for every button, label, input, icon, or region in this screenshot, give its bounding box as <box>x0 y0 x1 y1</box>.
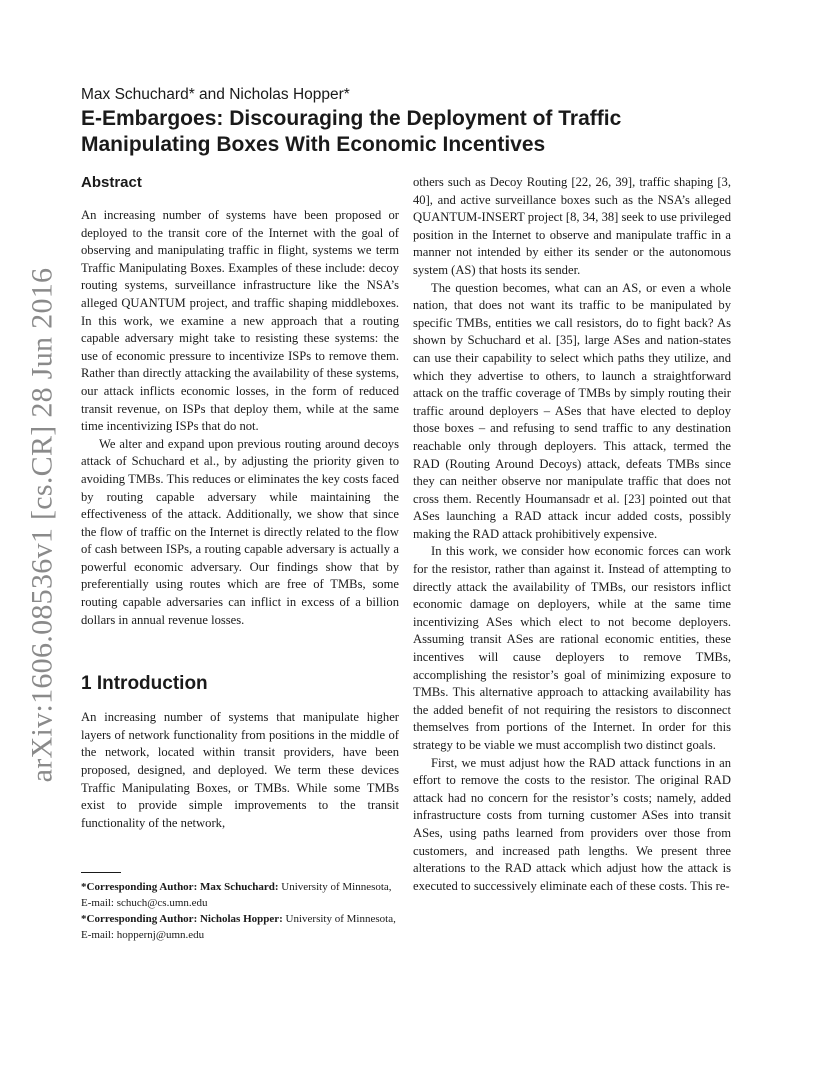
body-paragraph: The question becomes, what can an AS, or even a whole nation, that does not want its traffic to be manipulated by specific TMBs, entities we call resistors, do to fight back? As shown by Schuchard et al. [35], large ASes and nation-states can use their capability to select which paths they utilize, and which they advertise to others, to launch a straightforward attack on the traffic coverage of TMBs by simply routing their traffic around deployers – ASes that have elected to deploy those boxes – and refusing to send traffic to any destination reachable only through deployers. This attack, termed the RAD (Routing Around Decoys) attack, defeats TMBs since they can neither observe nor manipulate traffic that does not cross them. Recently Houmansadr et al. [23] pointed out that ASes launching a RAD attack incur added costs, possibly making the RAD attack prohibitively expensive. <box>413 280 731 541</box>
introduction-paragraph: An increasing number of systems that manipulate higher layers of network functionality from positions in the middle of the network, located within transit providers, have been proposed, designed, and deployed. We term these devices Traffic Manipulating Boxes, or TMBs. While some TMBs exist to provide simple improvements to the transit functionality of the network, <box>81 710 399 830</box>
right-column <box>413 172 731 895</box>
footnote-text: University of Minnesota, E-mail: schuch@cs.umn.edu <box>81 881 392 910</box>
footnote-label: *Corresponding Author: Max Schuchard: <box>81 881 279 894</box>
arxiv-id-text: arXiv:1606.08536v1 [cs.CR] 28 Jun 2016 <box>25 267 58 783</box>
footnote-text: University of Minnesota, E-mail: hoppernj@umn.edu <box>81 913 396 942</box>
arxiv-identifier-stamp <box>18 267 66 783</box>
footnote-label: *Corresponding Author: Nicholas Hopper: <box>81 913 283 926</box>
abstract-paragraph: An increasing number of systems have been proposed or deployed to the transit core of the Internet with the goal of observing and manipulating traffic in flight, systems we term Traffic Manipulating Boxes. Examples of these include: decoy routing systems, surveillance infrastructure like the NSA’s alleged QUANTUM project, and traffic shaping middleboxes. In this work, we examine a new approach that a routing capable adversary might take to resisting these systems: the use of economic pressure to incentivize ISPs to remove them. Rather than directly attacking the availability of these systems, our attack inflicts economic losses, in the form of reduced transit revenue, on ISPs that deploy them, while at the same time incentivizing ISPs that do not. <box>81 208 399 434</box>
footnote-corresponding-author <box>81 879 399 911</box>
body-paragraph: In this work, we consider how economic forces can work for the resistor, rather than against it. Instead of attempting to directly attack the availability of TMBs, our resistors inflict economic damage on deployers, while at the same time incentivizing ASes which elect to not become deployers. Assuming transit ASes are rational economic entities, these incentives will cause deployers to remove TMBs, accomplishing the resistor’s goal of minimizing exposure to TMBs. This alternative approach to attacking availability has the added benefit of not requiring the resistors to disconnect themselves from portions of the Internet. In order for this strategy to be viable we must accomplish two distinct goals. <box>413 544 731 752</box>
abstract-paragraph: We alter and expand upon previous routing around decoys attack of Schuchard et al., by adjusting the priority given to avoiding TMBs. This reduces or eliminates the key costs faced by routing capable adversary while maintaining the effectiveness of the attack. Additionally, we show that since the flow of traffic on the Internet is directly related to the flow of cash between ISPs, a routing capable adversary is actually a powerful economic adversary. Our findings show that by preferentially using routes which are free of TMBs, some routing capable adversaries can inflict in excess of a billion dollars in annual revenue losses. <box>81 436 399 627</box>
footnote-corresponding-author <box>81 911 399 943</box>
paper-title: E-Embargoes: Discouraging the Deployment of Traffic Manipulating Boxes With Economic Incentives <box>81 107 622 156</box>
body-paragraph: others such as Decoy Routing [22, 26, 39], traffic shaping [3, 40], and active surveillance boxes such as the NSA’s alleged QUANTUM-INSERT project [8, 34, 38] seek to use privileged position in the Internet to observe and manipulate traffic in a manner not intended by either its sender or the autonomous system (AS) that hosts its sender. <box>413 175 731 277</box>
introduction-heading: 1 Introduction <box>81 673 208 695</box>
left-column <box>81 172 399 943</box>
body-paragraph: First, we must adjust how the RAD attack functions in an effort to remove the costs to the resistor. The original RAD attack had no concern for the resistor’s costs; namely, added infrastructure costs from turning customer ASes into transit ASes, using paths learned from providers over those from customers, and increased path lengths. We present three alterations to the RAD attack which adjust how the attack is executed to successively eliminate each of these costs. This re- <box>413 755 731 893</box>
abstract-heading: Abstract <box>81 174 142 191</box>
author-list: Max Schuchard* and Nicholas Hopper* <box>81 86 350 103</box>
footnote-divider <box>81 872 121 873</box>
